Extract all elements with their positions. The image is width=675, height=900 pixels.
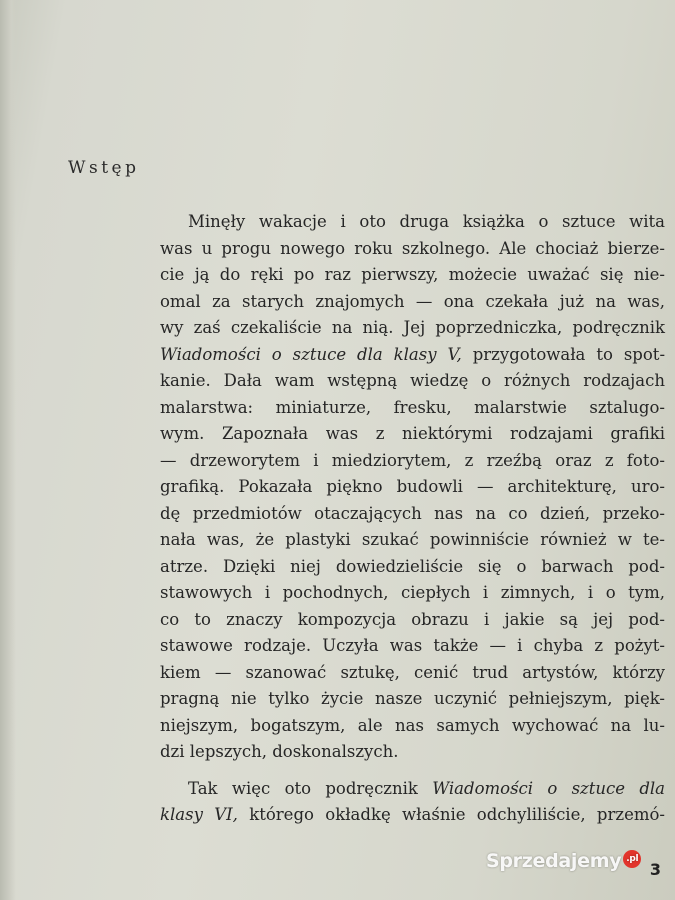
text-line: pragną nie tylko życie nasze uczynić pełniejszym, pięk- bbox=[160, 689, 665, 708]
text-line: malarstwa: miniaturze, fresku, malarstwie sztalugo- bbox=[160, 397, 665, 417]
watermark-badge: .pl bbox=[623, 850, 641, 868]
text-line: stawowych i pochodnych, ciepłych i zimnych, i o tym, bbox=[160, 583, 665, 602]
text-line: dę przedmiotów otaczających nas na co dzień, przeko- bbox=[160, 503, 665, 523]
text-line: cie ją do ręki po raz pierwszy, możecie uważać się nie- bbox=[160, 265, 665, 284]
body-text bbox=[160, 209, 665, 829]
text-line: atrze. Dzięki niej dowiedzieliście się o barwach pod- bbox=[160, 556, 665, 576]
text-line: nała was, że plastyki szukać powinniście również w te- bbox=[160, 530, 665, 549]
text-line: omal za starych znajomych — ona czekała już na was, bbox=[160, 291, 665, 311]
text-line: kiem — szanować sztukę, cenić trud artystów, którzy bbox=[160, 662, 665, 682]
page-edge-shadow bbox=[0, 0, 16, 900]
text-line: co to znaczy kompozycja obrazu i jakie są jej pod- bbox=[160, 609, 665, 629]
watermark-logo bbox=[486, 850, 641, 872]
text-line: stawowe rodzaje. Uczyła was także — i chyba z pożyt- bbox=[160, 636, 665, 655]
text-line: was u progu nowego roku szkolnego. Ale chociaż bierze- bbox=[160, 238, 665, 258]
text-line: Minęły wakacje i oto druga książka o sztuce wita bbox=[188, 212, 665, 231]
text-line: grafiką. Pokazała piękno budowli — architekturę, uro- bbox=[160, 477, 665, 496]
text-line: Tak więc oto podręcznik Wiadomości o sztuce dla bbox=[188, 778, 665, 798]
page-number: 3 bbox=[649, 860, 661, 879]
watermark-text: Sprzedajemy bbox=[486, 850, 622, 872]
text-line: niejszym, bogatszym, ale nas samych wychować na lu- bbox=[160, 715, 665, 735]
text-line: dzi lepszych, doskonalszych. bbox=[160, 742, 399, 761]
text-line: wy zaś czekaliście na nią. Jej poprzedniczka, podręcznik bbox=[160, 318, 665, 337]
text-line: klasy VI, którego okładkę właśnie odchyliliście, przemó- bbox=[160, 805, 665, 824]
text-line: kanie. Dała wam wstępną wiedzę o różnych rodzajach bbox=[160, 371, 665, 390]
text-line: — drzeworytem i miedziorytem, z rzeźbą oraz z foto- bbox=[160, 450, 665, 470]
text-line: wym. Zapoznała was z niektórymi rodzajami grafiki bbox=[160, 424, 665, 443]
section-heading: Wstęp bbox=[68, 158, 140, 178]
text-line: Wiadomości o sztuce dla klasy V, przygotowała to spot- bbox=[160, 344, 666, 364]
